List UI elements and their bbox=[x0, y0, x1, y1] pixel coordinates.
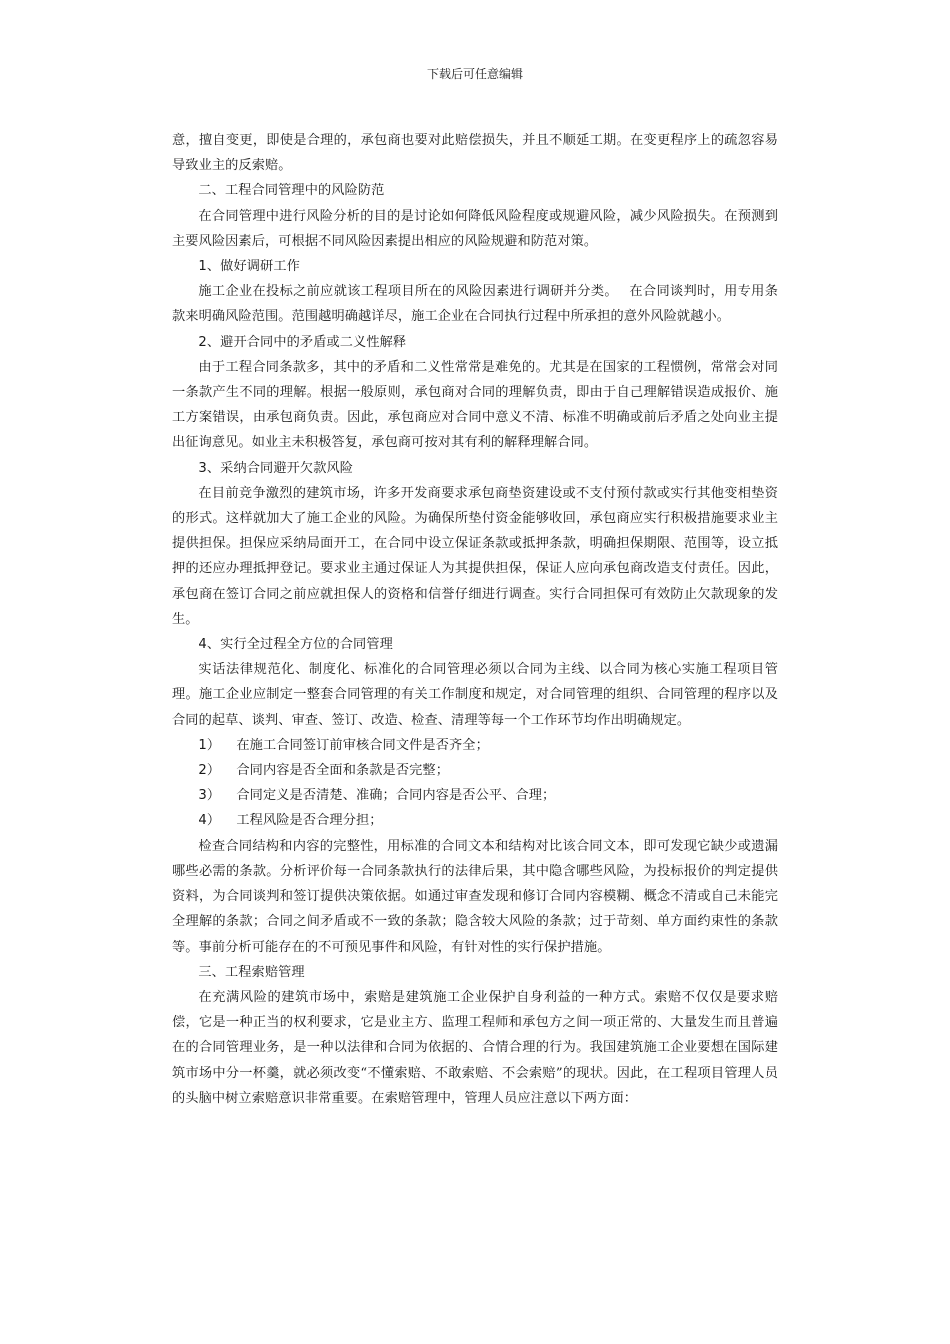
section-heading bbox=[172, 456, 778, 481]
heading-text: 、采纳合同避开欠款风险 bbox=[206, 460, 354, 476]
section-heading bbox=[172, 330, 778, 355]
list-marker: 4） bbox=[198, 813, 221, 829]
heading-number: 3 bbox=[198, 460, 207, 476]
page-header: 下载后可任意编辑 bbox=[426, 67, 523, 81]
paragraph: 在充满风险的建筑市场中，索赔是建筑施工企业保护自身利益的一种方式。索赔不仅仅是要求赔偿，它是一种正当的权利要求，它是业主方、监理工程师和承包方之间一项正常的、大量发生而且普遍在的合同管理业务，是一种以法律和合同为依据的、合情合理的行为。我国建筑施工企业要想在国际建筑市场中分一杯羹，就必须改变“不懂索赔、不敢索赔、不会索赔”的现状。因此，在工程项目管理人员的头脑中树立索赔意识非常重要。在索赔管理中，管理人员应注意以下两方面： bbox=[172, 989, 778, 1106]
list-marker: 1） bbox=[198, 737, 221, 753]
heading-text: 、做好调研工作 bbox=[206, 259, 300, 275]
list-item-text: 在施工合同签订前审核合同文件是否齐全； bbox=[236, 737, 489, 753]
list-item bbox=[172, 808, 778, 833]
paragraph: 由于工程合同条款多，其中的矛盾和二义性常常是难免的。尤其是在国家的工程惯例，常常会对同一条款产生不同的理解。根据一般原则，承包商对合同的理解负责，即由于自己理解错误造成报价、施工方案错误，由承包商负责。因此，承包商应对合同中意义不清、标准不明确或前后矛盾之处向业主提出征询意见。如业主未积极答复，承包商可按对其有利的解释理解合同。 bbox=[172, 359, 778, 451]
paragraph: 在合同管理中进行风险分析的目的是讨论如何降低风险程度或规避风险，减少风险损失。在预测到主要风险因素后，可根据不同风险因素提出相应的风险规避和防范对策。 bbox=[172, 208, 778, 249]
section-heading bbox=[172, 178, 778, 203]
heading-text: 、实行全过程全方位的合同管理 bbox=[206, 637, 393, 653]
paragraph: 在目前竞争激烈的建筑市场，许多开发商要求承包商垫资建设或不支付预付款或实行其他变相垫资的形式。这样就加大了施工企业的风险。为确保所垫付资金能够收回，承包商应实行积极措施要求业主提供担保。担保应采纳局面开工，在合同中设立保证条款或抵押条款，明确担保期限、范围等，设立抵押的还应办理抵押登记。要求业主通过保证人为其提供担保，保证人应向承包商改造支付责任。因此，承包商在签订合同之前应就担保人的资格和信誉仔细进行调查。实行合同担保可有效防止欠款现象的发生。 bbox=[172, 485, 778, 627]
list-item bbox=[172, 733, 778, 758]
list-item-text: 合同内容是否全面和条款是否完整； bbox=[236, 763, 449, 779]
list-item-text: 工程风险是否合理分担； bbox=[236, 813, 383, 829]
document-body bbox=[172, 128, 778, 1111]
heading-number: 2 bbox=[198, 334, 207, 350]
section-heading bbox=[172, 960, 778, 985]
list-item-text: 合同定义是否清楚、准确；合同内容是否公平、合理； bbox=[236, 788, 556, 804]
paragraph: 意，擅自变更，即使是合理的，承包商也要对此赔偿损失，并且不顺延工期。在变更程序上的疏忽容易导致业主的反索赔。 bbox=[172, 133, 778, 174]
section-heading bbox=[172, 254, 778, 279]
list-item bbox=[172, 758, 778, 783]
paragraph: 施工企业在投标之前应就该工程项目所在的风险因素进行调研并分类。 在合同谈判时，用专用条款来明确风险范围。范围越明确越详尽，施工企业在合同执行过程中所承担的意外风险就越小。 bbox=[172, 284, 778, 325]
heading-number: 1 bbox=[198, 259, 207, 275]
section-heading bbox=[172, 632, 778, 657]
paragraph: 检查合同结构和内容的完整性，用标准的合同文本和结构对比该合同文本，即可发现它缺少或遗漏哪些必需的条款。分析评价每一合同条款执行的法律后果，其中隐含哪些风险，为投标报价的判定提供资料，为合同谈判和签订提供决策依据。如通过审查发现和修订合同内容模糊、概念不清或自己未能完全理解的条款；合同之间矛盾或不一致的条款；隐含较大风险的条款；过于苛刻、单方面约束性的条款等。事前分析可能存在的不可预见事件和风险，有针对性的实行保护措施。 bbox=[172, 838, 778, 955]
heading-text: 三、工程索赔管理 bbox=[198, 964, 305, 980]
list-marker: 3） bbox=[198, 788, 221, 804]
list-item bbox=[172, 783, 778, 808]
heading-text: 、避开合同中的矛盾或二义性解释 bbox=[206, 334, 407, 350]
heading-number: 4 bbox=[198, 637, 207, 653]
list-marker: 2） bbox=[198, 763, 221, 779]
heading-text: 二、工程合同管理中的风险防范 bbox=[198, 183, 385, 199]
paragraph: 实话法律规范化、制度化、标准化的合同管理必须以合同为主线、以合同为核心实施工程项目管理。施工企业应制定一整套合同管理的有关工作制度和规定，对合同管理的组织、合同管理的程序以及合同的起草、谈判、审查、签订、改造、检查、清理等每一个工作环节均作出明确规定。 bbox=[172, 662, 778, 728]
